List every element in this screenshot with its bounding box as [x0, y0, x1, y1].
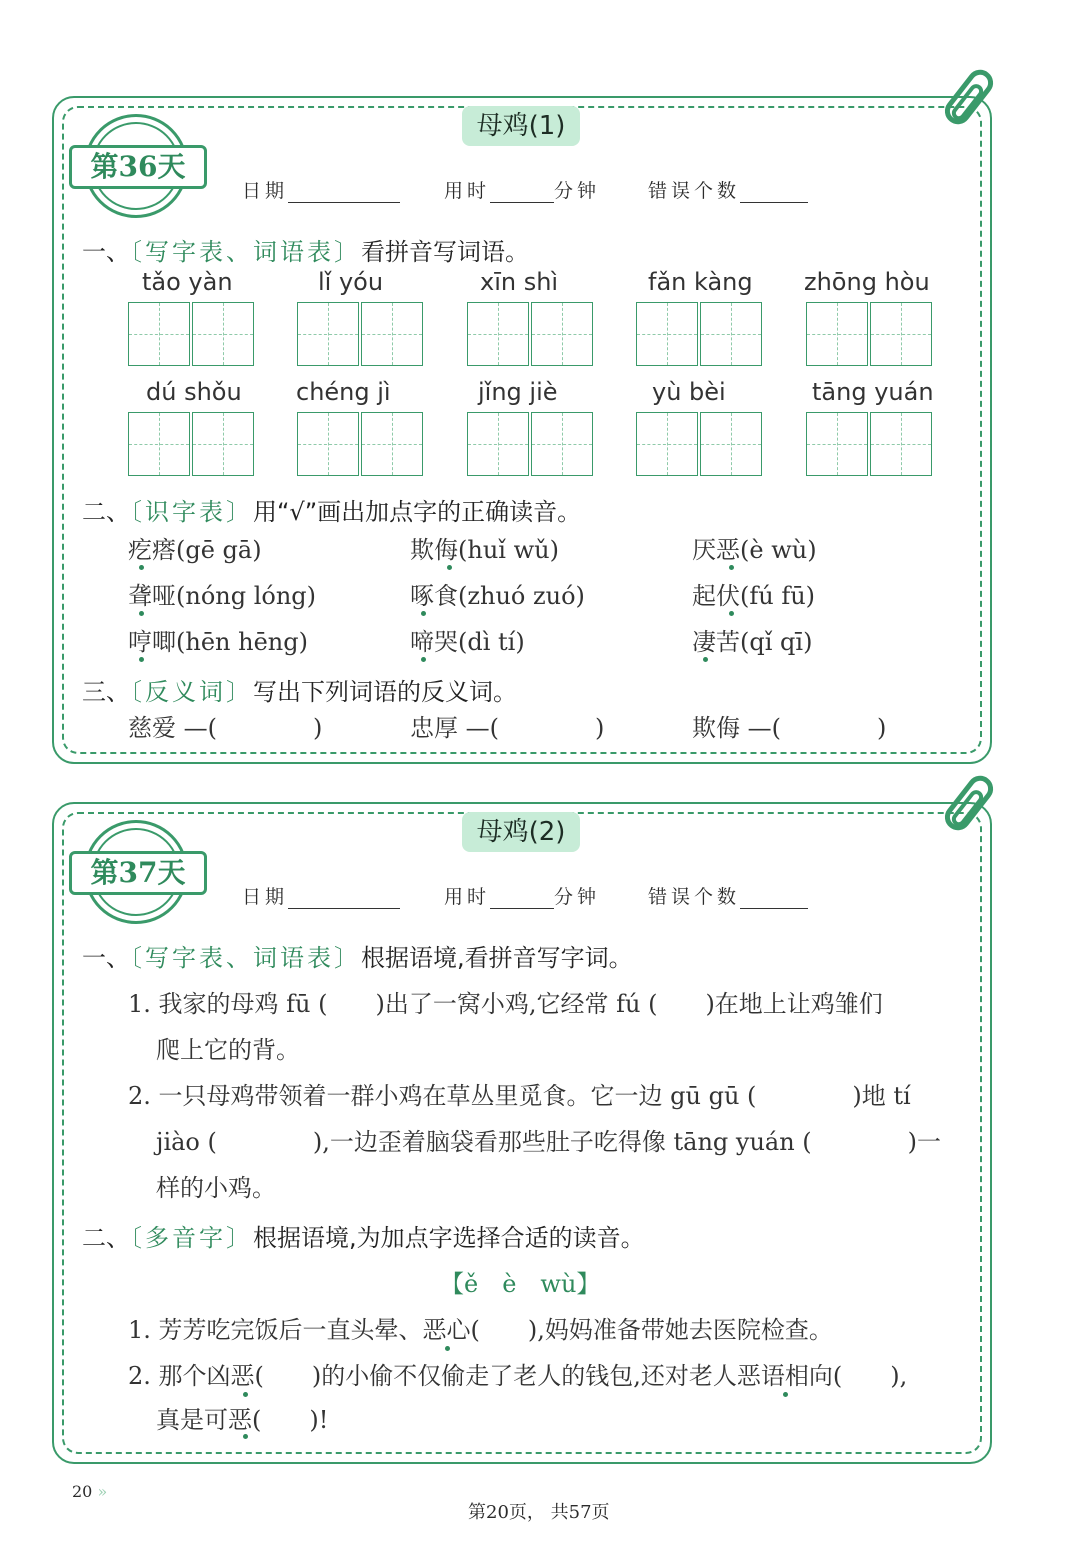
- emphasis-dot: [139, 657, 144, 662]
- writing-box[interactable]: [192, 412, 254, 476]
- emphasis-dot: [729, 565, 734, 570]
- pinyin-label: yù bèi: [652, 378, 726, 406]
- meta-time: 用时 分钟: [444, 180, 601, 202]
- writing-box[interactable]: [467, 302, 529, 366]
- page-footer: 第20页， 共57页: [468, 1502, 610, 1523]
- section-2-heading: 二、〔多音字〕根据语境,为加点字选择合适的读音。: [82, 1224, 645, 1252]
- writing-box[interactable]: [192, 302, 254, 366]
- emphasis-dot: [139, 565, 144, 570]
- section-3-heading: 三、〔反义词〕写出下列词语的反义词。: [82, 678, 517, 706]
- question-2-line[interactable]: 2. 一只母鸡带领着一群小鸡在草丛里觅食。它一边 gū gū ( )地 tí: [128, 1082, 911, 1110]
- question-2-line: 样的小鸡。: [156, 1174, 276, 1202]
- polyphone-question-2[interactable]: 真是可恶( )!: [156, 1406, 329, 1434]
- lesson-title: 母鸡(1): [462, 106, 580, 146]
- question-2-line[interactable]: jiào ( ),一边歪着脑袋看那些肚子吃得像 tāng yuán ( )一: [156, 1128, 942, 1156]
- writing-box[interactable]: [700, 302, 762, 366]
- writing-box[interactable]: [636, 412, 698, 476]
- writing-box[interactable]: [128, 412, 190, 476]
- antonym-item[interactable]: 慈爱 —( ): [128, 714, 323, 742]
- lesson-title: 母鸡(2): [462, 812, 580, 852]
- day-label: 第37天: [69, 851, 207, 895]
- antonym-item[interactable]: 忠厚 —( ): [410, 714, 605, 742]
- writing-box[interactable]: [297, 302, 359, 366]
- section-2-heading: 二、〔识字表〕用“√”画出加点字的正确读音。: [82, 498, 582, 526]
- pinyin-label: dú shǒu: [146, 378, 242, 406]
- meta-errors: 错误个数: [648, 176, 808, 203]
- writing-box[interactable]: [531, 412, 593, 476]
- emphasis-dot: [447, 565, 452, 570]
- pinyin-label: chéng jì: [296, 378, 391, 406]
- day-badge: [84, 114, 188, 218]
- writing-box[interactable]: [870, 412, 932, 476]
- reading-item[interactable]: 哼唧(hēn hēng): [128, 628, 308, 656]
- antonym-item[interactable]: 欺侮 —( ): [692, 714, 887, 742]
- polyphone-question-1[interactable]: 1. 芳芳吃完饭后一直头晕、恶心( ),妈妈准备带她去医院检查。: [128, 1316, 833, 1344]
- pinyin-label: tǎo yàn: [142, 268, 233, 296]
- page-number: 20 »: [72, 1482, 108, 1501]
- writing-box[interactable]: [870, 302, 932, 366]
- writing-box[interactable]: [636, 302, 698, 366]
- pinyin-label: lǐ yóu: [318, 268, 384, 296]
- reading-item[interactable]: 啼哭(dì tí): [410, 628, 525, 656]
- polyphone-question-2[interactable]: 2. 那个凶恶( )的小偷不仅偷走了老人的钱包,还对老人恶语相向( ),: [128, 1362, 908, 1390]
- emphasis-dot: [421, 657, 426, 662]
- meta-time: 用时 分钟: [444, 886, 601, 908]
- emphasis-dot: [243, 1392, 248, 1397]
- writing-box[interactable]: [531, 302, 593, 366]
- writing-box[interactable]: [467, 412, 529, 476]
- writing-box[interactable]: [806, 412, 868, 476]
- writing-box[interactable]: [361, 412, 423, 476]
- day-badge: [84, 820, 188, 924]
- meta-date: 日期: [242, 882, 400, 909]
- section-1-heading: 一、〔写字表、词语表〕看拼音写词语。: [82, 238, 529, 266]
- emphasis-dot: [421, 611, 426, 616]
- section-1-heading: 一、〔写字表、词语表〕根据语境,看拼音写字词。: [82, 944, 633, 972]
- writing-box[interactable]: [361, 302, 423, 366]
- pinyin-label: fǎn kàng: [648, 268, 753, 296]
- emphasis-dot: [783, 1392, 788, 1397]
- emphasis-dot: [139, 611, 144, 616]
- reading-item[interactable]: 啄食(zhuó zuó): [410, 582, 585, 610]
- emphasis-dot: [243, 1434, 248, 1439]
- reading-item[interactable]: 欺侮(huǐ wǔ): [410, 536, 559, 564]
- writing-box[interactable]: [700, 412, 762, 476]
- reading-item[interactable]: 厌恶(è wù): [692, 536, 817, 564]
- pronunciation-options: 【ě è wù】: [440, 1270, 601, 1298]
- pinyin-label: jǐng jiè: [478, 378, 558, 406]
- reading-item[interactable]: 起伏(fú fū): [692, 582, 816, 610]
- question-1-line: 爬上它的背。: [156, 1036, 300, 1064]
- writing-box[interactable]: [297, 412, 359, 476]
- reading-item[interactable]: 聋哑(nóng lóng): [128, 582, 317, 610]
- emphasis-dot: [445, 1346, 450, 1351]
- writing-box[interactable]: [806, 302, 868, 366]
- day-label: 第36天: [69, 145, 207, 189]
- pinyin-label: xīn shì: [480, 268, 559, 296]
- reading-item[interactable]: 疙瘩(gē gā): [128, 536, 262, 564]
- question-1-line[interactable]: 1. 我家的母鸡 fū ( )出了一窝小鸡,它经常 fú ( )在地上让鸡雏们: [128, 990, 883, 1018]
- meta-errors: 错误个数: [648, 882, 808, 909]
- writing-box[interactable]: [128, 302, 190, 366]
- meta-date: 日期: [242, 176, 400, 203]
- pinyin-label: zhōng hòu: [804, 268, 930, 296]
- pinyin-label: tāng yuán: [812, 378, 934, 406]
- emphasis-dot: [703, 657, 708, 662]
- reading-item[interactable]: 凄苦(qǐ qī): [692, 628, 813, 656]
- emphasis-dot: [729, 611, 734, 616]
